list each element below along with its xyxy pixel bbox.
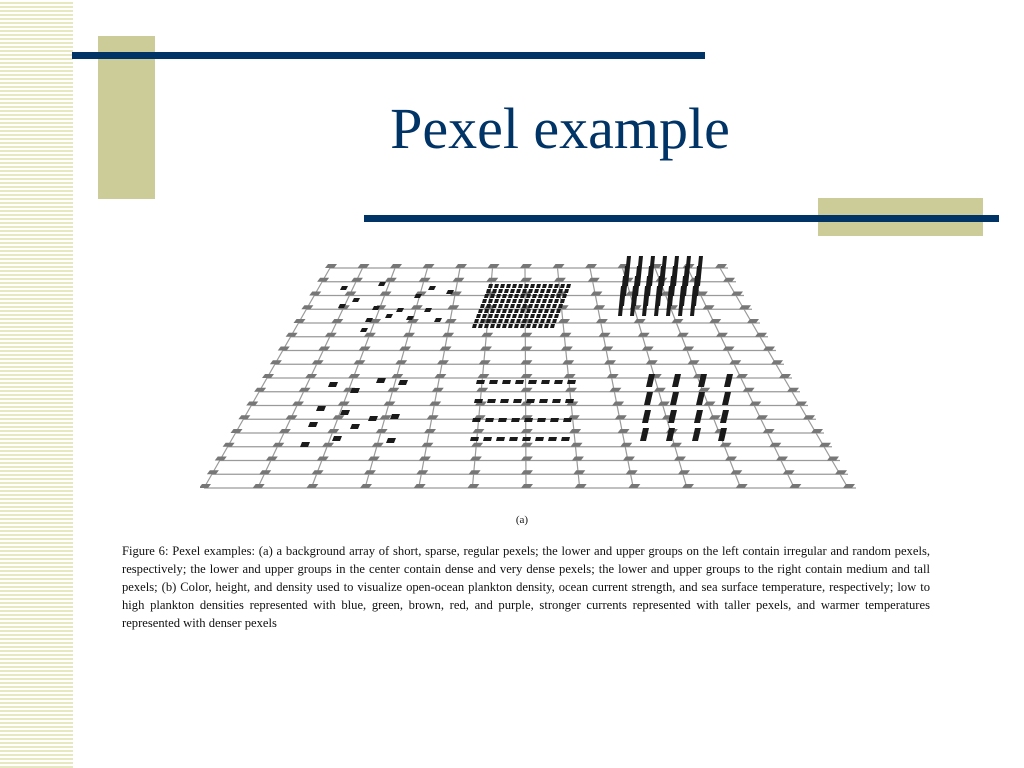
very-dense-pexel xyxy=(552,304,557,308)
very-dense-pexel xyxy=(532,294,537,298)
background-pexel xyxy=(270,360,282,364)
dense-pexel xyxy=(526,399,535,403)
background-pexel xyxy=(390,264,402,268)
dense-pexel xyxy=(550,418,559,422)
very-dense-pexel xyxy=(554,299,559,303)
very-dense-pexel xyxy=(512,314,517,318)
background-pexel xyxy=(585,264,597,268)
background-pexel xyxy=(479,360,491,364)
very-dense-pexel xyxy=(540,289,545,293)
very-dense-pexel xyxy=(528,289,533,293)
background-pexel xyxy=(318,347,330,351)
medium-pexel xyxy=(670,392,679,405)
very-dense-pexel xyxy=(502,294,507,298)
background-pexel xyxy=(380,292,392,296)
random-pexel xyxy=(434,318,442,322)
accent-block-left xyxy=(98,36,155,199)
very-dense-pexel xyxy=(548,314,553,318)
subfigure-label: (a) xyxy=(515,514,529,526)
very-dense-pexel xyxy=(508,294,513,298)
dense-pexel xyxy=(500,399,509,403)
very-dense-pexel xyxy=(488,299,493,303)
irregular-pexel xyxy=(332,436,342,441)
background-pexel xyxy=(486,278,498,282)
medium-pexel xyxy=(722,392,731,405)
irregular-pexel xyxy=(350,424,360,429)
very-dense-pexel xyxy=(544,294,549,298)
background-pexel xyxy=(301,305,313,309)
irregular-pexel xyxy=(328,382,338,387)
dense-pexel xyxy=(483,437,492,441)
very-dense-pexel xyxy=(542,284,547,288)
dense-pexel xyxy=(476,380,485,384)
figure-caption: Figure 6: Pexel examples: (a) a background array of short, sparse, regular pexels; the lower and upper groups on the left contain irregular and random pexels, respectively; the lower and upper groups in the center contain dense and very dense pexels; the lower and upper groups to the right contain medium and tall pexels; (b) Color, height, and density used to visualize open-ocean plankton density, ocean current strength, and sea surface temperature, respectively; low to high plankton densities represented with blue, green, brown, red, and purple, stronger currents represented with taller pexels, and warmer temperatures represented with denser pexels xyxy=(122,544,930,630)
irregular-pexel xyxy=(376,378,386,383)
background-pexel xyxy=(558,319,570,323)
background-pexel xyxy=(309,292,321,296)
dense-pexel xyxy=(565,399,574,403)
background-pexel xyxy=(344,292,356,296)
background-pexel xyxy=(488,264,500,268)
background-pexel xyxy=(601,347,613,351)
very-dense-pexel xyxy=(536,284,541,288)
pexel-grid-illustration xyxy=(200,248,860,498)
background-pexel xyxy=(593,305,605,309)
background-pexel xyxy=(703,305,715,309)
background-pexel xyxy=(715,264,727,268)
background-pexel xyxy=(419,278,431,282)
very-dense-pexel xyxy=(540,304,545,308)
background-pexel xyxy=(278,347,290,351)
background-pexel xyxy=(358,264,370,268)
very-dense-pexel xyxy=(538,324,543,328)
background-pexel xyxy=(682,347,694,351)
very-dense-pexel xyxy=(498,304,503,308)
dense-pexel xyxy=(489,380,498,384)
background-pexel xyxy=(590,292,602,296)
very-dense-pexel xyxy=(502,324,507,328)
very-dense-pexel xyxy=(552,319,557,323)
random-pexel xyxy=(340,286,348,290)
background-pexel xyxy=(520,333,532,337)
background-pexel xyxy=(452,278,464,282)
background-pexel xyxy=(723,347,735,351)
background-pexel xyxy=(455,264,467,268)
background-pexel xyxy=(520,278,532,282)
very-dense-pexel xyxy=(534,304,539,308)
background-pexel xyxy=(364,333,376,337)
background-pexel xyxy=(445,319,457,323)
random-pexel xyxy=(424,308,432,312)
pexel-figure xyxy=(200,248,860,498)
very-dense-pexel xyxy=(500,284,505,288)
dense-pexel xyxy=(515,380,524,384)
dense-pexel xyxy=(541,380,550,384)
slide-title: Pexel example xyxy=(390,96,730,161)
background-pexel xyxy=(399,347,411,351)
very-dense-pexel xyxy=(492,304,497,308)
medium-pexel xyxy=(642,410,651,423)
random-pexel xyxy=(396,308,404,312)
very-dense-pexel xyxy=(494,284,499,288)
very-dense-pexel xyxy=(536,299,541,303)
background-pexel xyxy=(747,319,759,323)
random-pexel xyxy=(385,314,393,318)
background-pexel xyxy=(437,360,449,364)
dense-pexel xyxy=(487,399,496,403)
medium-pexel xyxy=(692,428,701,441)
medium-pexel xyxy=(694,410,703,423)
background-pexel xyxy=(553,264,565,268)
dense-pexel xyxy=(561,437,570,441)
background-pexel xyxy=(520,264,532,268)
background-pexel xyxy=(731,292,743,296)
medium-pexel xyxy=(672,374,681,387)
very-dense-pexel xyxy=(566,284,571,288)
irregular-pexel xyxy=(340,410,350,415)
random-pexel xyxy=(378,282,386,286)
background-pexel xyxy=(481,333,493,337)
very-dense-pexel xyxy=(484,324,489,328)
very-dense-pexel xyxy=(504,289,509,293)
dense-pexel xyxy=(496,437,505,441)
background-pexel xyxy=(447,305,459,309)
background-pexel xyxy=(294,319,306,323)
very-dense-pexel xyxy=(516,289,521,293)
background-pexel xyxy=(317,278,329,282)
very-dense-pexel xyxy=(554,314,559,318)
very-dense-pexel xyxy=(494,314,499,318)
very-dense-pexel xyxy=(516,304,521,308)
dense-pexel xyxy=(567,380,576,384)
very-dense-pexel xyxy=(536,314,541,318)
very-dense-pexel xyxy=(506,314,511,318)
irregular-pexel xyxy=(316,406,326,411)
very-dense-pexel xyxy=(542,314,547,318)
very-dense-pexel xyxy=(512,299,517,303)
dense-pexel xyxy=(470,437,479,441)
very-dense-pexel xyxy=(532,324,537,328)
very-dense-pexel xyxy=(564,289,569,293)
very-dense-pexel xyxy=(510,289,515,293)
top-rule xyxy=(72,52,705,59)
very-dense-pexel xyxy=(506,284,511,288)
very-dense-pexel xyxy=(518,284,523,288)
background-pexel xyxy=(599,333,611,337)
background-pexel xyxy=(588,278,600,282)
side-stripe-decoration xyxy=(0,0,73,768)
very-dense-pexel xyxy=(544,324,549,328)
very-dense-pexel xyxy=(496,324,501,328)
background-pexel xyxy=(440,347,452,351)
very-dense-pexel xyxy=(482,299,487,303)
background-pexel xyxy=(423,264,435,268)
very-dense-pexel xyxy=(520,294,525,298)
very-dense-pexel xyxy=(548,299,553,303)
medium-pexel xyxy=(720,410,729,423)
random-pexel xyxy=(360,328,368,332)
very-dense-pexel xyxy=(534,289,539,293)
background-pexel xyxy=(325,333,337,337)
background-pexel xyxy=(359,347,371,351)
background-pexel xyxy=(442,333,454,337)
very-dense-pexel xyxy=(534,319,539,323)
dense-pexel xyxy=(485,418,494,422)
very-dense-pexel xyxy=(508,324,513,328)
very-dense-pexel xyxy=(510,304,515,308)
very-dense-pexel xyxy=(546,319,551,323)
very-dense-pexel xyxy=(546,289,551,293)
random-pexel xyxy=(414,294,422,298)
very-dense-pexel xyxy=(494,299,499,303)
very-dense-pexel xyxy=(520,324,525,328)
background-pexel xyxy=(634,319,646,323)
background-pexel xyxy=(403,333,415,337)
background-pexel xyxy=(562,360,574,364)
very-dense-pexel xyxy=(514,294,519,298)
background-pexel xyxy=(646,360,658,364)
dense-pexel xyxy=(509,437,518,441)
very-dense-pexel xyxy=(490,324,495,328)
very-dense-pexel xyxy=(506,299,511,303)
dense-pexel xyxy=(528,380,537,384)
background-pexel xyxy=(687,360,699,364)
random-pexel xyxy=(428,286,436,290)
background-pexel xyxy=(286,333,298,337)
background-pexel xyxy=(716,333,728,337)
dense-pexel xyxy=(535,437,544,441)
background-pexel xyxy=(520,360,532,364)
very-dense-pexel xyxy=(480,304,485,308)
dense-pexel xyxy=(502,380,511,384)
dense-pexel xyxy=(554,380,563,384)
very-dense-pexel xyxy=(550,294,555,298)
dense-pexel xyxy=(511,418,520,422)
very-dense-pexel xyxy=(498,289,503,293)
dense-pexel xyxy=(537,418,546,422)
very-dense-pexel xyxy=(554,284,559,288)
very-dense-pexel xyxy=(478,324,483,328)
very-dense-pexel xyxy=(476,314,481,318)
background-pexel xyxy=(331,319,343,323)
very-dense-pexel xyxy=(500,299,505,303)
dense-pexel xyxy=(548,437,557,441)
background-pexel xyxy=(411,305,423,309)
background-pexel xyxy=(604,360,616,364)
background-pexel xyxy=(723,278,735,282)
background-pexel xyxy=(677,333,689,337)
very-dense-pexel xyxy=(528,304,533,308)
very-dense-pexel xyxy=(518,299,523,303)
very-dense-pexel xyxy=(560,284,565,288)
background-pexel xyxy=(763,347,775,351)
random-pexel xyxy=(352,298,360,302)
very-dense-pexel xyxy=(512,284,517,288)
very-dense-pexel xyxy=(484,294,489,298)
very-dense-pexel xyxy=(552,289,557,293)
medium-pexel xyxy=(724,374,733,387)
dense-pexel xyxy=(563,418,572,422)
background-pexel xyxy=(729,360,741,364)
background-pexel xyxy=(642,347,654,351)
irregular-pexel xyxy=(386,438,396,443)
background-pexel xyxy=(755,333,767,337)
background-pexel xyxy=(638,333,650,337)
background-pexel xyxy=(739,305,751,309)
very-dense-pexel xyxy=(514,324,519,328)
very-dense-pexel xyxy=(548,284,553,288)
very-dense-pexel xyxy=(474,319,479,323)
medium-pexel xyxy=(644,392,653,405)
dense-pexel xyxy=(474,399,483,403)
background-pexel xyxy=(353,360,365,364)
irregular-pexel xyxy=(398,380,408,385)
very-dense-pexel xyxy=(488,284,493,288)
irregular-pexel xyxy=(368,416,378,421)
background-pexel xyxy=(351,278,363,282)
background-pexel xyxy=(771,360,783,364)
background-pexel xyxy=(395,360,407,364)
very-dense-pexel xyxy=(500,314,505,318)
very-dense-pexel xyxy=(538,294,543,298)
very-dense-pexel xyxy=(526,324,531,328)
medium-pexel xyxy=(646,374,655,387)
dense-pexel xyxy=(552,399,561,403)
irregular-pexel xyxy=(308,422,318,427)
medium-pexel xyxy=(640,428,649,441)
background-pexel xyxy=(480,347,492,351)
very-dense-pexel xyxy=(530,299,535,303)
background-pexel xyxy=(671,319,683,323)
dense-pexel xyxy=(522,437,531,441)
background-pexel xyxy=(325,264,337,268)
very-dense-pexel xyxy=(516,319,521,323)
very-dense-pexel xyxy=(530,284,535,288)
background-pexel xyxy=(385,278,397,282)
very-dense-pexel xyxy=(546,304,551,308)
very-dense-pexel xyxy=(510,319,515,323)
background-pexel xyxy=(596,319,608,323)
background-pexel xyxy=(709,319,721,323)
background-pexel xyxy=(561,347,573,351)
very-dense-pexel xyxy=(530,314,535,318)
background-pexel xyxy=(520,347,532,351)
very-dense-pexel xyxy=(518,314,523,318)
medium-pexel xyxy=(696,392,705,405)
dense-pexel xyxy=(513,399,522,403)
very-dense-pexel xyxy=(496,294,501,298)
very-dense-pexel xyxy=(482,314,487,318)
background-pexel xyxy=(312,360,324,364)
very-dense-pexel xyxy=(498,319,503,323)
medium-pexel xyxy=(666,428,675,441)
background-pexel xyxy=(559,333,571,337)
irregular-pexel xyxy=(390,414,400,419)
dense-pexel xyxy=(539,399,548,403)
very-dense-pexel xyxy=(504,304,509,308)
very-dense-pexel xyxy=(472,324,477,328)
very-dense-pexel xyxy=(504,319,509,323)
very-dense-pexel xyxy=(542,299,547,303)
very-dense-pexel xyxy=(540,319,545,323)
very-dense-pexel xyxy=(550,324,555,328)
bottom-rule xyxy=(364,215,999,222)
dense-pexel xyxy=(524,418,533,422)
background-pexel xyxy=(554,278,566,282)
dense-pexel xyxy=(472,418,481,422)
dense-pexel xyxy=(498,418,507,422)
